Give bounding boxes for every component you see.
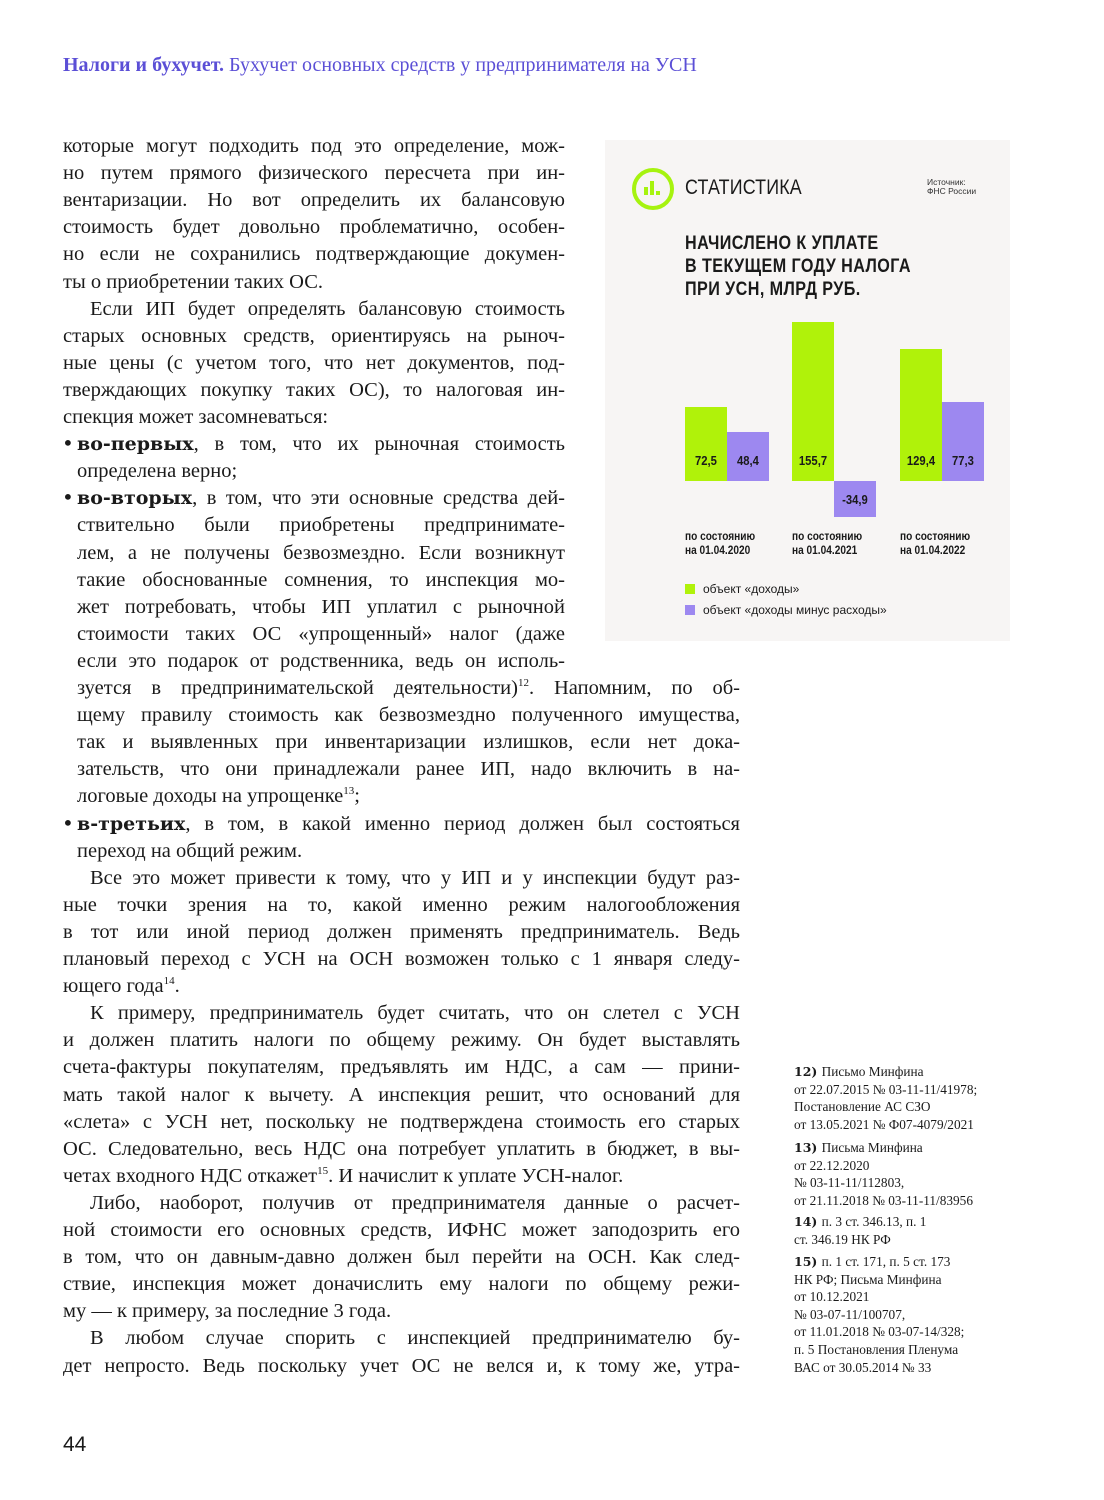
- body-text-line: вентаризации. Но вот определить их балансовую: [63, 189, 565, 212]
- footnote-line: № 03-07-11/100707,: [794, 1306, 906, 1322]
- bullet-lead: в-третьих: [77, 812, 186, 835]
- body-text-line: жет потребовать, чтобы ИП уплатил с рыночной: [77, 595, 565, 618]
- data-label: 155,7: [798, 454, 828, 468]
- body-text-line: лем, а не получены безвозмездно. Если возникнут: [77, 541, 565, 564]
- body-text-line: му — к примеру, за последние 3 года.: [63, 1300, 392, 1323]
- footnote-number: 12): [794, 1064, 822, 1079]
- bullet-icon: •: [62, 485, 74, 510]
- chart-title: [685, 232, 911, 301]
- footnote-ref[interactable]: 14: [163, 975, 175, 988]
- body-text-line: ные точки зрения на то, какой именно режим налогообложения: [63, 893, 740, 916]
- footnote-line: 14) п. 3 ст. 346.13, п. 1: [794, 1214, 927, 1229]
- footnote-line: ст. 346.19 НК РФ: [794, 1231, 891, 1247]
- footnote-ref[interactable]: 12: [517, 677, 529, 689]
- footnote-line: от 11.01.2018 № 03-07-14/328;: [794, 1324, 965, 1340]
- body-text-line: зательств, что они принадлежали ранее ИП, надо включить в на-: [77, 758, 740, 781]
- body-text-line: ной стоимости его основных средств, ИФНС может заподозрить его: [63, 1219, 740, 1241]
- body-text-line: ющего года$^{14}$.: [63, 975, 180, 998]
- footnote-line: от 21.11.2018 № 03-11-11/83956: [794, 1192, 973, 1208]
- bullet-lead: во-первых: [77, 433, 194, 456]
- body-text-line: которые могут подходить под это определение, мож-: [63, 135, 565, 157]
- footnote: [794, 1139, 1024, 1209]
- footnote-line: п. 5 Постановления Пленума: [794, 1341, 959, 1357]
- body-text-line: в тот или иной период должен применять предприниматель. Ведь: [63, 920, 740, 943]
- body-text-line: ОС. Следовательно, весь НДС она потребует уплатить в бюджет, в вы-: [63, 1137, 740, 1160]
- source-name: ФНС России: [927, 186, 977, 196]
- bar-chart-icon: [632, 168, 674, 210]
- footnote-ref[interactable]: 15: [317, 1164, 329, 1177]
- bar-income-minus-expenses: [942, 402, 984, 481]
- footnote-line: 15) п. 1 ст. 171, п. 5 ст. 173: [794, 1254, 951, 1269]
- body-text-line: стоимость будет довольно проблематично, особен-: [63, 216, 565, 239]
- body-text-line: но путем прямого физического пересчета при ин-: [63, 162, 565, 185]
- category-label: по состоянию на 01.04.2020: [685, 531, 756, 557]
- footnote-number: 13): [794, 1140, 822, 1155]
- body-text-line: во-первых, в том, что их рыночная стоимость: [77, 433, 565, 456]
- body-text-line: в том, что он давным-давно должен был перейти на ОСН. Как след-: [63, 1246, 740, 1269]
- body-text-line: ствительно были приобретены предпринимате-: [77, 514, 565, 537]
- category-label: по состоянию на 01.04.2022: [900, 531, 971, 557]
- body-text-line: и должен платить налоги по общему режиму. Он будет выставлять: [63, 1029, 740, 1052]
- source-note: [927, 178, 976, 196]
- footnote-line: НК РФ; Письма Минфина: [794, 1271, 942, 1287]
- footnote-line: ВАС от 30.05.2014 № 33: [794, 1359, 932, 1375]
- body-text-line: зуется в предпринимательской деятельности)$^{12}$. Напомним, по об-: [77, 677, 740, 699]
- body-text-line: так и выявленных при инвентаризации излишков, если нет дока-: [77, 731, 740, 754]
- body-text-line: мать такой налог к вычету. А инспекция решит, что оснований для: [63, 1083, 740, 1106]
- footnote-line: № 03-11-11/112803,: [794, 1175, 905, 1191]
- body-text-line: Либо, наоборот, получив от предпринимателя данные о расчет-: [90, 1191, 740, 1214]
- footnote-line: 13) Письма Минфина: [794, 1140, 923, 1155]
- data-label: 72,5: [695, 454, 717, 468]
- footnote-line: от 22.07.2015 № 03-11-11/41978;: [794, 1081, 978, 1097]
- body-text-line: если это подарок от родственника, ведь он исполь-: [77, 649, 565, 672]
- footnote-line: Постановление АС СЗО: [794, 1099, 931, 1115]
- footnote-line: от 13.05.2021 № Ф07-4079/2021: [794, 1116, 974, 1132]
- running-header: [63, 54, 697, 77]
- legend-label: объект «доходы минус расходы»: [703, 603, 887, 617]
- body-text-line: счета-фактуры покупателям, предъявлять им НДС, а сам — прини-: [63, 1056, 740, 1079]
- data-label: 77,3: [952, 454, 974, 468]
- body-text-line: определена верно;: [77, 460, 238, 483]
- footnote-ref[interactable]: 13: [343, 785, 355, 798]
- body-text-line: такие обоснованные сомнения, то инспекция мо-: [77, 568, 565, 591]
- body-text-line: плановый переход с УСН на ОСН возможен только с 1 января следу-: [63, 948, 740, 970]
- section-name: Налоги и бухучет.: [63, 54, 225, 76]
- data-label: 48,4: [737, 454, 759, 468]
- body-text-line: К примеру, предприниматель будет считать, что он слетел с УСН: [90, 1002, 740, 1025]
- data-label: 129,4: [906, 454, 936, 468]
- footnote-line: 12) Письмо Минфина: [794, 1064, 924, 1079]
- body-text-line: ные цены (с учетом того, что нет документов, под-: [63, 351, 565, 374]
- body-text-line: логовые доходы на упрощенке$^{13}$;: [77, 785, 360, 808]
- bullet-lead: во-вторых: [77, 487, 193, 510]
- footnote-line: от 10.12.2021: [794, 1289, 870, 1305]
- body-text-line: щему правилу стоимость как безвозмездно полученного имущества,: [77, 704, 740, 727]
- legend-item: [685, 582, 799, 596]
- body-text-line: «слета» с УСН нет, поскольку не подтверждена стоимость его старых: [63, 1110, 740, 1133]
- data-label: -34,9: [842, 492, 868, 507]
- body-text-line: ствие, инспекция может доначислить ему налоги по общему режи-: [63, 1273, 740, 1296]
- footnote-line: от 22.12.2020: [794, 1157, 870, 1173]
- body-text-line: во-вторых, в том, что эти основные средства дей-: [77, 487, 565, 510]
- body-text-line: Все это может привести к тому, что у ИП и у инспекции будут раз-: [90, 866, 740, 889]
- statistics-label: СТАТИСТИКА: [685, 176, 802, 199]
- article-title: Бухучет основных средств у предпринимателя на УСН: [229, 54, 697, 76]
- chart-title-line: В ТЕКУЩЕМ ГОДУ НАЛОГА: [685, 256, 911, 277]
- category-label: по состоянию на 01.04.2021: [792, 531, 863, 557]
- body-text-line: Если ИП будет определять балансовую стоимость: [90, 297, 565, 320]
- footnote: [794, 1253, 1024, 1376]
- bar-income: [685, 407, 727, 481]
- legend-item: [685, 603, 887, 617]
- body-text-line: спекция может засомневаться:: [63, 406, 329, 428]
- footnote-number: 15): [794, 1254, 822, 1269]
- body-text-line: тверждающих покупку таких ОС), то налоговая ин-: [63, 378, 565, 401]
- body-text-line: дет непросто. Ведь поскольку учет ОС не велся и, к тому же, утра-: [63, 1354, 740, 1377]
- body-text-line: но если не сохранились подтверждающие докумен-: [63, 243, 565, 266]
- footnote-number: 14): [794, 1214, 822, 1229]
- legend-swatch: [685, 584, 695, 594]
- footnote: [794, 1213, 1024, 1248]
- body-text-line: В любом случае спорить с инспекцией предпринимателю бу-: [90, 1327, 740, 1350]
- chart-title-line: ПРИ УСН, МЛРД РУБ.: [685, 279, 861, 300]
- statistics-box: [605, 140, 1010, 641]
- chart-title-line: НАЧИСЛЕНО К УПЛАТЕ: [685, 233, 879, 254]
- legend-swatch: [685, 605, 695, 615]
- body-text-line: старых основных средств, ориентируясь на рыноч-: [63, 324, 565, 347]
- body-text-line: в-третьих, в том, в какой именно период должен был состояться: [77, 812, 740, 835]
- body-text-line: переход на общий режим.: [77, 839, 303, 862]
- source-label: Источник:: [927, 177, 966, 187]
- bullet-icon: •: [62, 810, 74, 835]
- bullet-icon: •: [62, 431, 74, 456]
- page-number: 44: [63, 1433, 87, 1456]
- legend-label: объект «доходы»: [703, 582, 800, 596]
- body-text-line: четах входного НДС откажет$^{15}$. И начислит к уплате УСН-налог.: [63, 1164, 624, 1187]
- body-text-line: стоимости таких ОС «упрощенный» налог (даже: [77, 622, 565, 645]
- footnote: [794, 1063, 1024, 1133]
- body-text-line: ты о приобретении таких ОС.: [63, 270, 324, 293]
